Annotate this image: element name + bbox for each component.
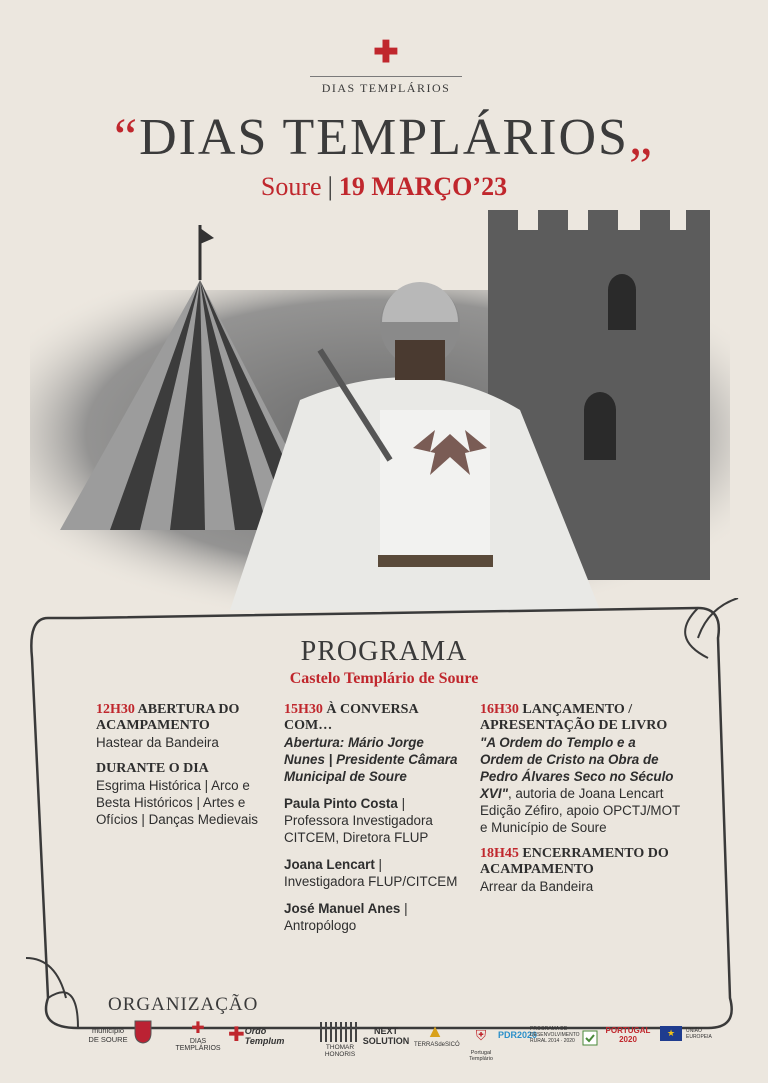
program-item-heading [96,702,274,734]
program-column-1 [96,702,274,838]
templar-cross-icon: ✚ [373,36,399,69]
book-description [480,734,680,836]
program-heading: PROGRAMA [300,636,468,667]
leader-icon [582,1020,598,1058]
program-item-time: 18H45 [480,846,519,861]
top-logo [310,38,462,96]
program-column-2 [284,702,466,944]
program-venue: Castelo Templário de Soure [289,670,479,687]
ordo-cross-icon: ✚ [228,1024,245,1046]
program-item-detail: Hastear da Bandeira [96,735,219,750]
logo-dias-templarios-text: DIAS TEMPLÁRIOS [175,1038,221,1052]
speaker-name: José Manuel Anes [284,901,401,916]
logo-rule [310,76,462,77]
speaker-name: Joana Lencart [284,857,375,872]
program-item-time: 16H30 [480,702,519,717]
triangle-icon: ▲ [426,1021,444,1041]
subtitle-place: Soure [260,172,322,201]
logo-ordo-templum [228,1020,288,1058]
logo-next-solution: NEXT SOLUTION [362,1026,410,1046]
logo-uniao-europeia-text: UNIÃO EUROPEIA [686,1028,712,1040]
program-item-heading [480,846,680,878]
knight-castle-illustration [0,200,768,630]
organization-heading: ORGANIZAÇÃO [108,994,259,1015]
speaker-role: | Investigadora FLUP/CITCEM [284,857,458,889]
eu-flag-icon: ★ [660,1026,682,1041]
logo-terras-de-sico [414,1020,460,1058]
program-item-title: LANÇAMENTO / APRESENTAÇÃO DE LIVRO [480,702,668,733]
logo-dias-templarios [168,1020,228,1058]
logo-municipio-de-soure: município DE SOURE [88,1026,128,1044]
event-title [0,108,768,167]
logo-terras-de-sico-text: TERRASdeSICÓ [414,1042,460,1048]
speaker-entry [284,900,466,934]
book-details: , autoria de Joana Lencart Edição Zéfiro, apoio OPCTJ/MOT e Município de Soure [480,786,680,835]
soure-coat-of-arms-icon [134,1020,152,1058]
conversation-intro: Abertura: Mário Jorge Nunes | Presidente Câmara Municipal de Soure [284,735,458,784]
logo-portugal-templario [464,1020,498,1062]
program-item-time: 15H30 [284,702,323,717]
program-item-title: DURANTE O DIA [96,761,209,776]
program-item-time: 12H30 [96,702,135,717]
program-item-title: ABERTURA DO ACAMPAMENTO [96,702,240,733]
logo-text: DIAS TEMPLÁRIOS [321,81,451,95]
logo-pdr-2020: PDR2020 [498,1030,538,1040]
shield-cross-icon: ⛨ [475,1027,487,1043]
program-item [480,702,680,836]
barcode-icon [320,1022,360,1042]
book-title: "A Ordem do Templo e a Ordem de Cristo na Obra de Pedro Álvares Seco no Século XVI" [480,735,674,801]
subtitle-date: 19 MARÇO’23 [338,172,508,201]
logo-portugal-2020: PORTUGAL 2020 [605,1026,651,1044]
title-open-quote: “ [113,109,140,166]
logo-ordo-templum-text: Ordo Templum [244,1026,285,1046]
program-item [480,846,680,895]
title-text: DIAS TEMPLÁRIOS [139,109,629,166]
sponsor-logos [88,1020,728,1060]
speaker-name: Paula Pinto Costa [284,796,398,811]
speaker-role: | Antropólogo [284,901,408,933]
logo-uniao-europeia [660,1020,728,1058]
program-item-detail: Arrear da Bandeira [480,879,594,894]
program-item-title: À CONVERSA COM… [284,702,418,733]
program-item-heading [284,702,466,734]
logo-programa-desenvolvimento-rural: PROGRAMA DE DESENVOLVIMENTO RURAL 2014 · 2020 [530,1026,580,1044]
event-subtitle [0,172,768,202]
speaker-entry [284,856,466,890]
subtitle-separator: | [327,172,333,201]
program-item [96,761,274,828]
program-item-title: ENCERRAMENTO DO ACAMPAMENTO [480,846,669,877]
program-item-detail: Esgrima Histórica | Arco e Besta Históricos | Artes e Ofícios | Danças Medievais [96,778,258,827]
program-item-heading [480,702,680,734]
program-item [284,702,466,785]
logo-portugal-templario-text: Portugal Templário [469,1050,493,1062]
speaker-entry [284,795,466,846]
program-column-3 [480,702,680,905]
title-close-quote: „ [628,109,655,166]
program-item [96,702,274,751]
speaker-role: | Professora Investigadora CITCEM, Diretora FLUP [284,796,433,845]
templar-cross-icon: ✚ [191,1020,205,1037]
logo-thomar-honoris-text: THOMAR HONORIS [324,1044,356,1058]
